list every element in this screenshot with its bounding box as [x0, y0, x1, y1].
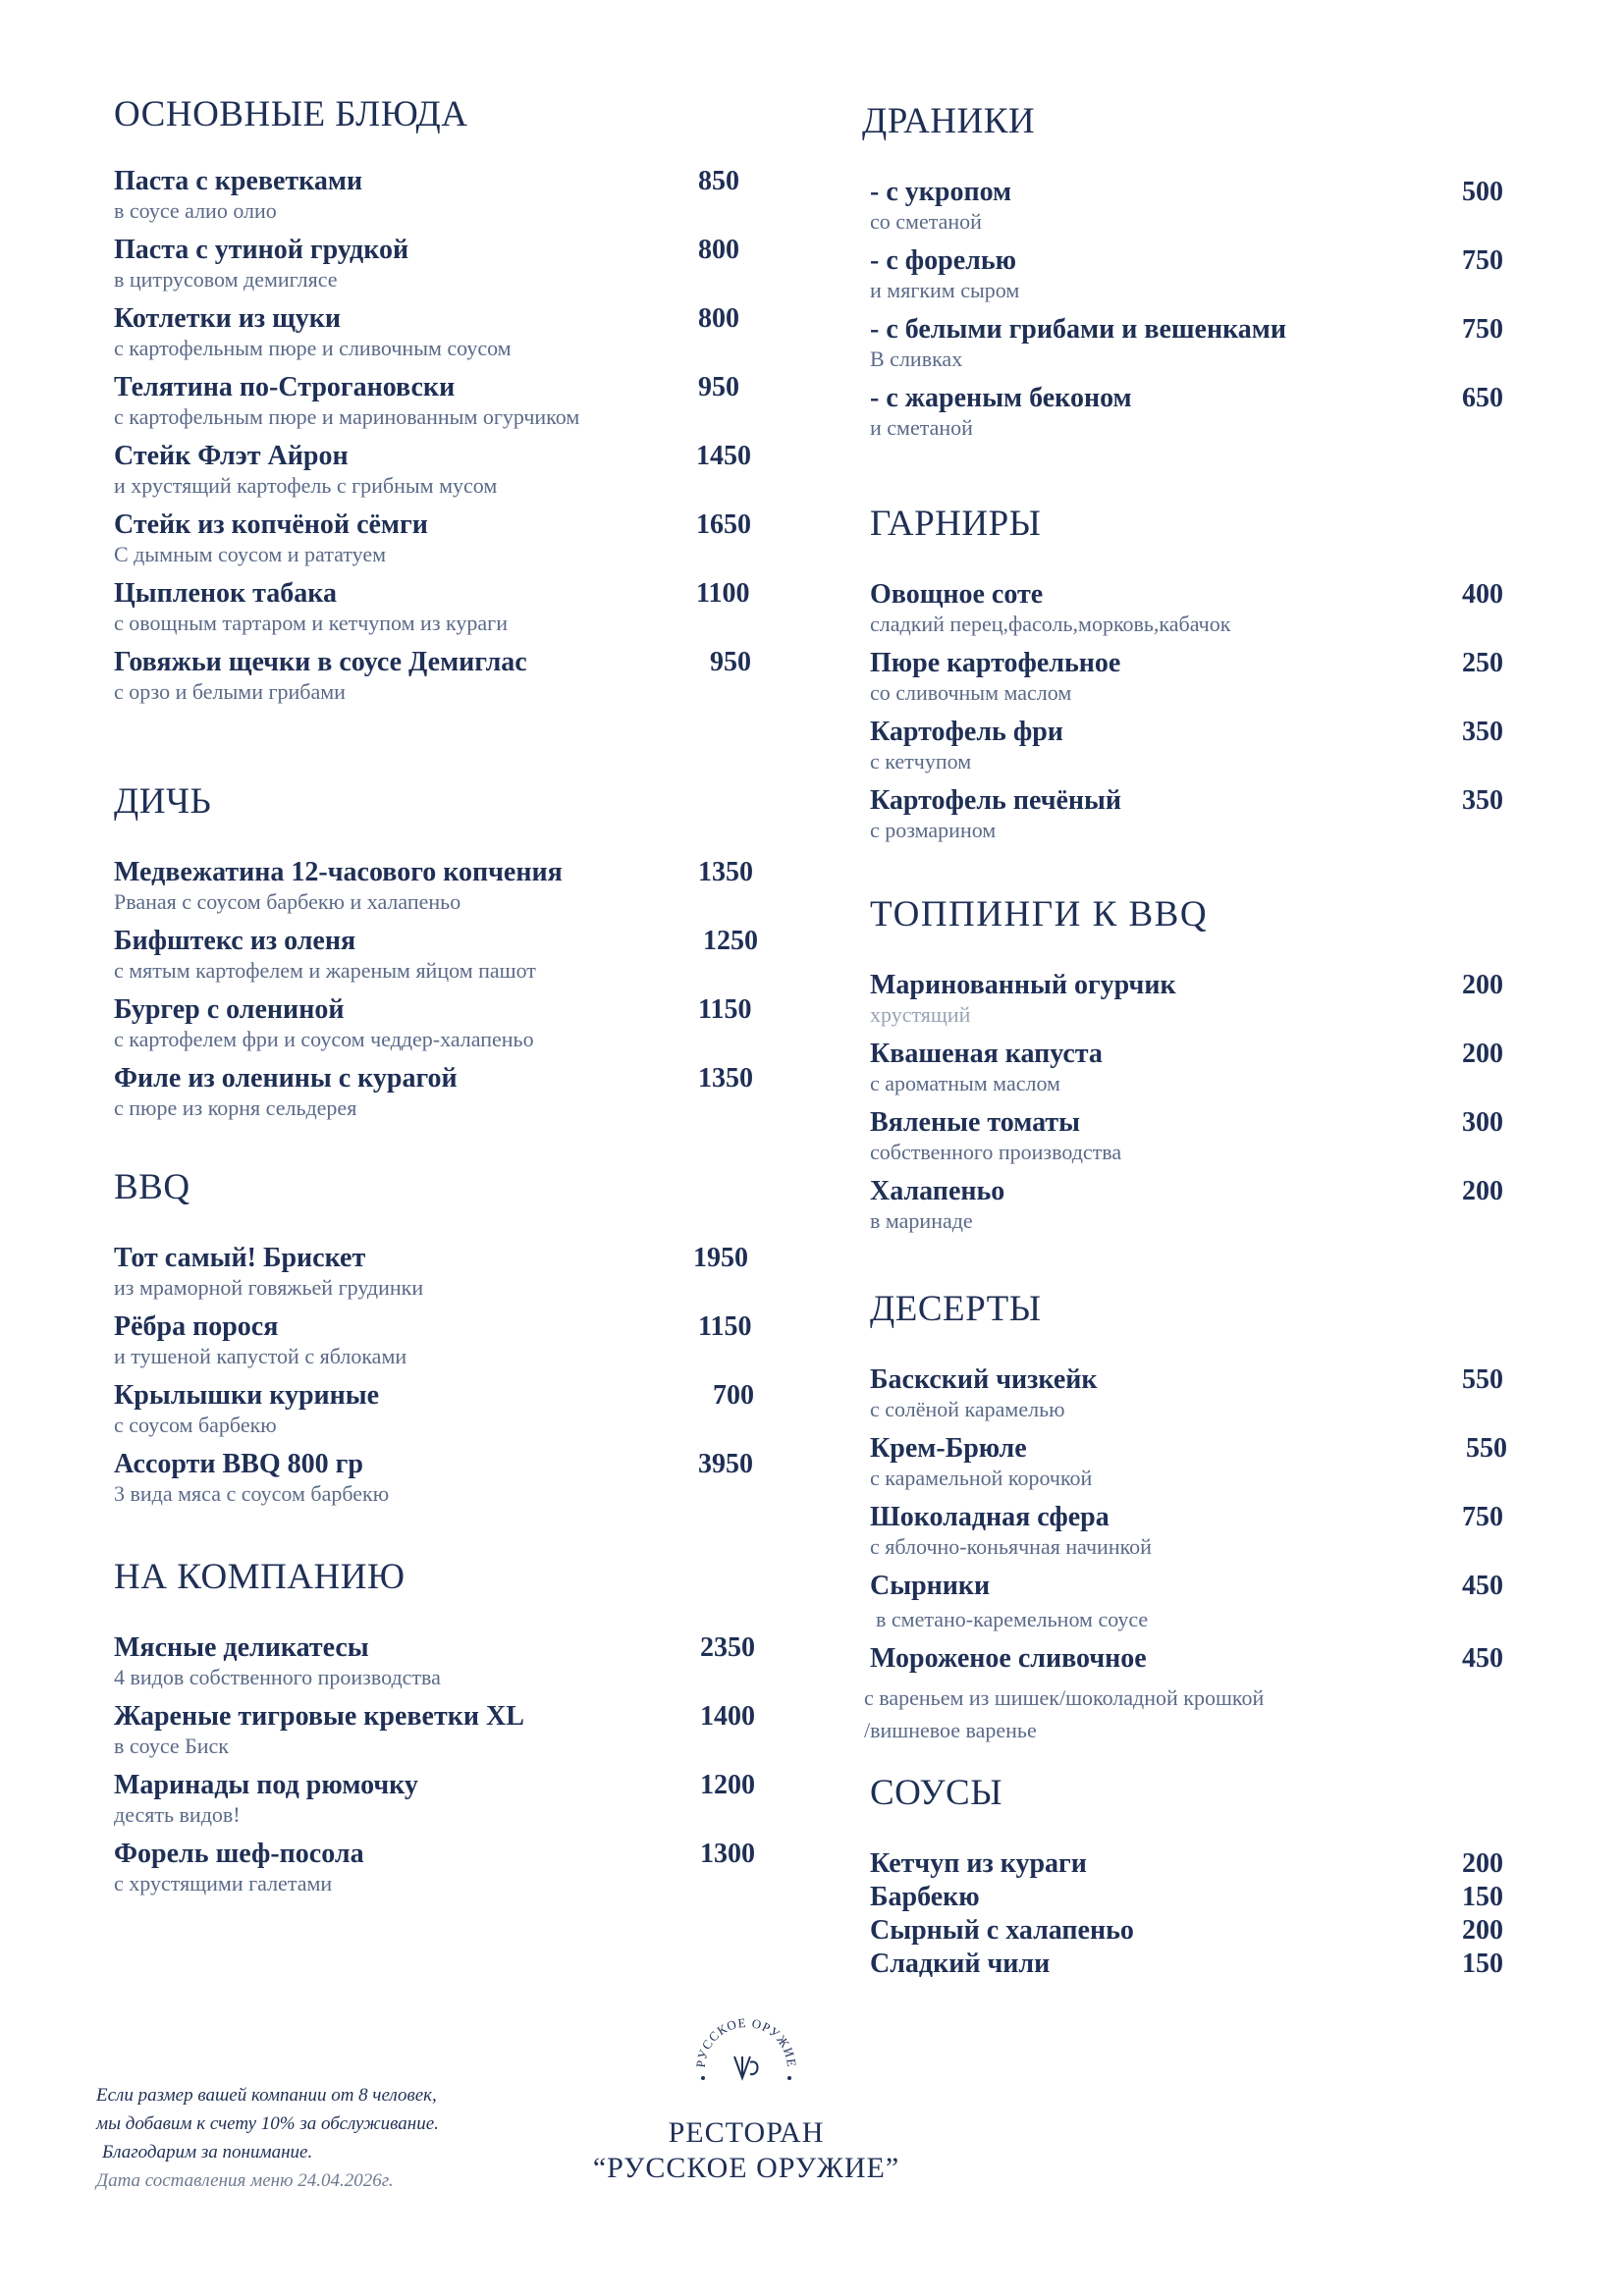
menu-item: [114, 1448, 762, 1507]
item-description: с картофелем фри и соусом чеддер-халапеньо: [114, 1027, 534, 1051]
item-description: с картофельным пюре и маринованным огурчиком: [114, 404, 580, 429]
item-name: Паста с креветками: [114, 166, 363, 196]
item-name: Котлетки из щуки: [114, 303, 342, 334]
note-line: Благодарим за понимание.: [102, 2142, 313, 2163]
menu-item: [870, 313, 1508, 372]
menu-item: [114, 646, 762, 705]
menu-item: [114, 856, 762, 915]
section-title: ОСНОВНЫЕ БЛЮДА: [114, 94, 468, 134]
item-name: Телятина по-Строгановски: [114, 372, 456, 402]
item-price: 1200: [700, 1770, 755, 1800]
item-description: с хрустящими галетами: [114, 1871, 333, 1896]
item-price: 1350: [698, 1063, 753, 1094]
menu-item: [114, 993, 762, 1052]
menu-item: [114, 1631, 762, 1690]
item-price: 200: [1462, 1176, 1503, 1206]
item-price: 200: [1462, 1915, 1503, 1946]
menu-item: [114, 302, 762, 361]
menu-item: [870, 382, 1508, 441]
menu-item: [870, 1363, 1508, 1422]
item-price: 250: [1462, 648, 1503, 678]
item-name: Мясные деликатесы: [114, 1632, 369, 1663]
menu-item: [870, 1570, 1508, 1632]
menu-item: [870, 176, 1508, 235]
menu-item: [114, 440, 762, 499]
item-description: с пюре из корня сельдерея: [114, 1095, 357, 1120]
item-name: Рёбра порося: [114, 1311, 279, 1342]
note-line: Если размер вашей компании от 8 человек,: [96, 2085, 437, 2106]
item-description: в цитрусовом демиглясе: [114, 267, 338, 292]
item-name: - с жареным беконом: [870, 383, 1132, 413]
item-price: 1350: [698, 857, 753, 887]
menu-item: [114, 1242, 762, 1301]
item-price: 150: [1462, 1882, 1503, 1912]
item-description: с солёной карамелью: [870, 1397, 1065, 1421]
item-description: с розмарином: [870, 818, 997, 842]
item-name: Халапеньо: [870, 1176, 1005, 1206]
item-name: Форель шеф-посола: [114, 1839, 364, 1869]
item-description: сладкий перец,фасоль,морковь,кабачок: [870, 612, 1231, 636]
item-price: 1450: [696, 441, 751, 471]
item-description: в соусе Биск: [114, 1734, 229, 1758]
item-description: и сметаной: [870, 415, 973, 440]
item-price: 850: [698, 166, 739, 196]
item-description: с овощным тартаром и кетчупом из кураги: [114, 611, 508, 635]
item-name: Барбекю: [870, 1882, 980, 1912]
section-title: ДРАНИКИ: [862, 101, 1036, 141]
item-price: 3950: [698, 1449, 753, 1479]
section-sauces: [870, 1772, 1508, 1981]
item-name: Цыпленок табака: [114, 578, 337, 609]
item-price: 1100: [696, 578, 750, 609]
restaurant-logo-icon: [687, 2017, 805, 2106]
item-name: Бифштекс из оленя: [114, 926, 356, 956]
menu-item: [870, 1948, 1508, 1981]
item-price: 1250: [703, 926, 758, 956]
item-price: 1150: [698, 994, 752, 1025]
item-description: С дымным соусом и рататуем: [114, 542, 387, 566]
section-game: [114, 780, 762, 1131]
menu-item: [114, 925, 762, 984]
service-charge-note: [96, 2081, 607, 2195]
item-name: - с форелью: [870, 245, 1017, 276]
item-description: с картофельным пюре и сливочным соусом: [114, 336, 512, 360]
item-price: 450: [1462, 1571, 1503, 1601]
item-name: Ассорти BBQ 800 гр: [114, 1449, 363, 1479]
item-name: Жареные тигровые креветки XL: [114, 1701, 524, 1732]
item-name: Бургер с олениной: [114, 994, 345, 1025]
item-price: 1650: [696, 509, 751, 540]
menu-item: [870, 1881, 1508, 1914]
item-price: 200: [1462, 970, 1503, 1000]
menu-item: [870, 647, 1508, 706]
item-price: 550: [1466, 1433, 1507, 1464]
item-name: Сладкий чили: [870, 1949, 1051, 1979]
menu-item: [114, 1769, 762, 1828]
section-bbq: [114, 1166, 762, 1517]
item-description: и хрустящий картофель с грибным мусом: [114, 473, 498, 498]
section-title: ДИЧЬ: [114, 781, 212, 822]
item-price: 700: [713, 1380, 754, 1411]
item-description: с кетчупом: [870, 749, 972, 774]
menu-item: [114, 1838, 762, 1896]
item-name: Медвежатина 12-часового копчения: [114, 857, 563, 887]
restaurant-brand: [565, 2017, 928, 2186]
item-price: 750: [1462, 1502, 1503, 1532]
menu-item: [870, 1432, 1508, 1491]
menu-item: [114, 1379, 762, 1438]
item-price: 300: [1462, 1107, 1503, 1138]
item-name: Баскский чизкейк: [870, 1364, 1098, 1395]
item-price: 750: [1462, 314, 1503, 345]
menu-item: [864, 1642, 1508, 1746]
section-desserts: [864, 1288, 1508, 1756]
item-description: /вишневое варенье: [864, 1718, 1037, 1742]
item-price: 950: [698, 372, 739, 402]
menu-item: [870, 1106, 1508, 1165]
item-price: 650: [1462, 383, 1503, 413]
item-description: в сметано-каремельном соусе: [876, 1607, 1149, 1631]
item-name: Сырный с халапеньо: [870, 1915, 1134, 1946]
item-name: Тот самый! Брискет: [114, 1243, 366, 1273]
brand-line-1: РЕСТОРАН: [668, 2116, 825, 2149]
item-description: с карамельной корочкой: [870, 1466, 1093, 1490]
item-description: с мятым картофелем и жареным яйцом пашот: [114, 958, 536, 983]
menu-item: [114, 234, 762, 293]
item-price: 550: [1462, 1364, 1503, 1395]
item-name: Паста с утиной грудкой: [114, 235, 409, 265]
brand-line-2: “РУССКОЕ ОРУЖИЕ”: [592, 2152, 900, 2184]
section-title: ДЕСЕРТЫ: [870, 1289, 1042, 1329]
section-main-dishes: [114, 93, 762, 715]
menu-item: [114, 371, 762, 430]
item-price: 800: [698, 303, 739, 334]
item-name: Маринованный огурчик: [870, 970, 1176, 1000]
section-title: BBQ: [114, 1167, 190, 1207]
item-description: из мраморной говяжьей грудинки: [114, 1275, 424, 1300]
item-price: 350: [1462, 785, 1503, 816]
item-name: - с белыми грибами и вешенками: [870, 314, 1287, 345]
item-name: Маринады под рюмочку: [114, 1770, 418, 1800]
item-name: Говяжьи щечки в соусе Демиглас: [114, 647, 527, 677]
item-description: с вареньем из шишек/шоколадной крошкой: [864, 1685, 1265, 1710]
item-name: Мороженое сливочное: [870, 1643, 1147, 1674]
menu-item: [870, 1847, 1508, 1881]
item-name: Стейк Флэт Айрон: [114, 441, 349, 471]
item-name: Картофель печёный: [870, 785, 1122, 816]
menu-item: [114, 165, 762, 224]
menu-item: [870, 1175, 1508, 1234]
item-name: Шоколадная сфера: [870, 1502, 1110, 1532]
item-name: Крем-Брюле: [870, 1433, 1027, 1464]
item-name: Овощное соте: [870, 579, 1044, 610]
item-name: - с укропом: [870, 177, 1012, 207]
item-description: в соусе алио олио: [114, 198, 277, 223]
item-description: со сметаной: [870, 209, 982, 234]
menu-item: [114, 1310, 762, 1369]
menu-date: Дата составления меню 24.04.2026г.: [96, 2170, 394, 2191]
item-name: Крылышки куриные: [114, 1380, 380, 1411]
menu-item: [870, 244, 1508, 303]
item-price: 800: [698, 235, 739, 265]
item-name: Филе из оленины с курагой: [114, 1063, 458, 1094]
menu-item: [114, 1700, 762, 1759]
item-description: с соусом барбекю: [114, 1413, 277, 1437]
item-name: Пюре картофельное: [870, 648, 1121, 678]
item-name: Стейк из копчёной сёмги: [114, 509, 428, 540]
item-name: Картофель фри: [870, 717, 1063, 747]
item-description: в маринаде: [870, 1208, 973, 1233]
item-price: 350: [1462, 717, 1503, 747]
item-description: Рваная с соусом барбекю и халапеньо: [114, 889, 461, 914]
item-description: с яблочно-коньячная начинкой: [870, 1534, 1152, 1559]
item-price: 1400: [700, 1701, 755, 1732]
section-bbq-toppings: [870, 893, 1508, 1244]
item-description: и тушеной капустой с яблоками: [114, 1344, 407, 1368]
item-price: 950: [710, 647, 751, 677]
menu-item: [114, 508, 762, 567]
section-company: [114, 1556, 762, 1906]
item-price: 1950: [693, 1243, 748, 1273]
item-price: 750: [1462, 245, 1503, 276]
menu-item: [114, 1062, 762, 1121]
item-name: Кетчуп из кураги: [870, 1848, 1087, 1879]
item-name: Вяленые томаты: [870, 1107, 1081, 1138]
item-price: 150: [1462, 1949, 1503, 1979]
item-description: с ароматным маслом: [870, 1071, 1060, 1095]
section-title: ТОППИНГИ К BBQ: [870, 894, 1209, 934]
section-title: СОУСЫ: [870, 1773, 1002, 1813]
item-name: Сырники: [870, 1571, 991, 1601]
item-price: 1150: [698, 1311, 752, 1342]
menu-item: [870, 716, 1508, 774]
item-description: со сливочным маслом: [870, 680, 1072, 705]
item-price: 400: [1462, 579, 1503, 610]
item-name: Квашеная капуста: [870, 1039, 1103, 1069]
item-price: 450: [1462, 1643, 1503, 1674]
menu-item: [870, 784, 1508, 843]
item-description: 4 видов собственного производства: [114, 1665, 441, 1689]
menu-item: [870, 1914, 1508, 1948]
item-description: собственного производства: [870, 1140, 1122, 1164]
item-price: 2350: [700, 1632, 755, 1663]
section-title: НА КОМПАНИЮ: [114, 1557, 406, 1597]
note-line: мы добавим к счету 10% за обслуживание.: [96, 2113, 439, 2134]
menu-item: [870, 969, 1508, 1028]
item-description: десять видов!: [114, 1802, 241, 1827]
item-price: 500: [1462, 177, 1503, 207]
item-description: хрустящий: [870, 1002, 971, 1027]
menu-item: [870, 1038, 1508, 1096]
menu-item: [870, 578, 1508, 637]
item-price: 200: [1462, 1848, 1503, 1879]
menu-item: [870, 1501, 1508, 1560]
svg-text:РУССКОЕ ОРУЖИЕ: РУССКОЕ ОРУЖИЕ: [692, 2017, 800, 2068]
item-description: и мягким сыром: [870, 278, 1020, 302]
item-description: В сливках: [870, 347, 963, 371]
item-description: с орзо и белыми грибами: [114, 679, 346, 704]
section-sides: [870, 503, 1508, 853]
section-title: ГАРНИРЫ: [870, 504, 1042, 544]
section-draniki: [862, 100, 1508, 451]
item-price: 1300: [700, 1839, 755, 1869]
item-price: 200: [1462, 1039, 1503, 1069]
menu-item: [114, 577, 762, 636]
item-description: 3 вида мяса с соусом барбекю: [114, 1481, 390, 1506]
